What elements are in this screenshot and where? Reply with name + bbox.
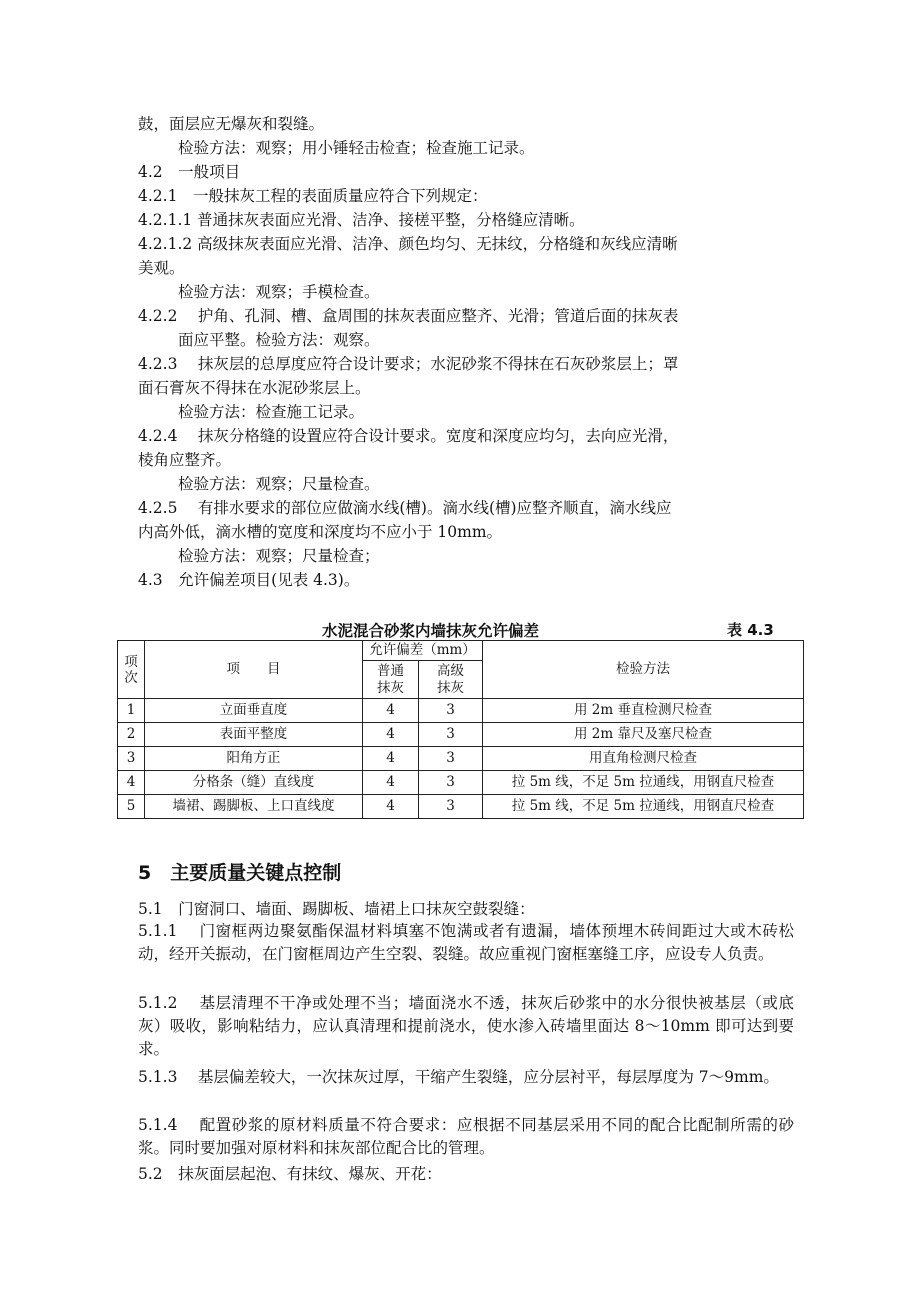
row-method: 用 2m 垂直检测尺检查 bbox=[483, 699, 804, 723]
row-normal: 4 bbox=[363, 771, 419, 795]
text-line: 检验方法：观察；手模检查。 bbox=[178, 283, 380, 301]
table-row bbox=[118, 747, 804, 771]
row-method: 拉 5m 线，不足 5m 拉通线，用钢直尺检查 bbox=[483, 771, 804, 795]
row-item: 阳角方正 bbox=[145, 747, 363, 771]
header-senior: 高级抹灰 bbox=[419, 661, 483, 699]
row-item: 分格条（缝）直线度 bbox=[145, 771, 363, 795]
paragraph-5-1-3: 5.1.3 基层偏差较大，一次抹灰过厚，干缩产生裂缝，应分层衬平，每层厚度为 7～9mm。 bbox=[138, 1068, 779, 1086]
row-no: 4 bbox=[118, 771, 145, 795]
paragraph-5-1-4: 5.1.4 配置砂浆的原材料质量不符合要求：应根据不同基层采用不同的配合比配制所需的砂浆。同时要加强对原材料和抹灰部位配合比的管理。 bbox=[138, 1116, 794, 1157]
header-no: 项次 bbox=[118, 641, 145, 699]
heading-5-2: 5.2 抹灰面层起泡、有抹纹、爆灰、开花： bbox=[138, 1165, 442, 1183]
paragraph-5-1-2: 5.1.2 基层清理不干净或处理不当；墙面浇水不透，抹灰后砂浆中的水分很快被基层（或底灰）吸收，影响粘结力，应认真清理和提前浇水，使水渗入砖墙里面达 8～10mm 即可达到要求。 bbox=[138, 994, 794, 1058]
row-normal: 4 bbox=[363, 723, 419, 747]
text-line: 美观。 bbox=[138, 259, 185, 277]
text-line: 鼓，面层应无爆灰和裂缝。 bbox=[138, 115, 325, 133]
header-method: 检验方法 bbox=[483, 641, 804, 699]
text-line: 4.2.4 抹灰分格缝的设置应符合设计要求。宽度和深度应均匀，去向应光滑， bbox=[138, 427, 679, 445]
table-row bbox=[118, 771, 804, 795]
row-no: 5 bbox=[118, 795, 145, 819]
row-no: 2 bbox=[118, 723, 145, 747]
row-normal: 4 bbox=[363, 747, 419, 771]
text-line: 面石膏灰不得抹在水泥砂浆层上。 bbox=[138, 379, 371, 397]
row-item: 墙裙、踢脚板、上口直线度 bbox=[145, 795, 363, 819]
table-caption: 水泥混合砂浆内墙抹灰允许偏差 bbox=[322, 622, 540, 640]
text-line: 内高外低，滴水槽的宽度和深度均不应小于 10mm。 bbox=[138, 523, 503, 541]
table-row bbox=[118, 723, 804, 747]
heading-5-1: 5.1 门窗洞口、墙面、踢脚板、墙裙上口抹灰空鼓裂缝： bbox=[138, 900, 535, 918]
text-line: 面应平整。检验方法：观察。 bbox=[178, 331, 380, 349]
header-deviation: 允许偏差（mm） bbox=[363, 641, 483, 661]
text-line: 棱角应整齐。 bbox=[138, 451, 232, 469]
text-line: 4.2.2 护角、孔洞、槽、盒周围的抹灰表面应整齐、光滑；管道后面的抹灰表 bbox=[138, 307, 679, 325]
row-normal: 4 bbox=[363, 795, 419, 819]
row-normal: 4 bbox=[363, 699, 419, 723]
text-line: 4.2.1 一般抹灰工程的表面质量应符合下列规定： bbox=[138, 187, 488, 205]
text-line: 检验方法：观察；尺量检查。 bbox=[178, 475, 380, 493]
text-line: 检验方法：观察；用小锤轻击检查；检查施工记录。 bbox=[178, 139, 535, 157]
row-item: 表面平整度 bbox=[145, 723, 363, 747]
header-item: 项 目 bbox=[145, 641, 363, 699]
row-method: 用 2m 靠尺及塞尺检查 bbox=[483, 723, 804, 747]
row-no: 3 bbox=[118, 747, 145, 771]
text-line: 4.2.5 有排水要求的部位应做滴水线(槽)。滴水线(槽)应整齐顺直，滴水线应 bbox=[138, 499, 672, 517]
text-line: 检验方法：检查施工记录。 bbox=[178, 403, 365, 421]
row-senior: 3 bbox=[419, 747, 483, 771]
row-item: 立面垂直度 bbox=[145, 699, 363, 723]
tolerance-table bbox=[117, 640, 804, 819]
text-line: 4.2.1.2 高级抹灰表面应光滑、洁净、颜色均匀、无抹纹，分格缝和灰线应清晰 bbox=[138, 235, 678, 253]
text-line: 检验方法：观察；尺量检查； bbox=[178, 547, 380, 565]
row-senior: 3 bbox=[419, 771, 483, 795]
section-5-heading: 5 主要质量关键点控制 bbox=[138, 862, 342, 884]
row-senior: 3 bbox=[419, 699, 483, 723]
row-senior: 3 bbox=[419, 723, 483, 747]
paragraph-5-1-1: 5.1.1 门窗框两边聚氨酯保温材料填塞不饱满或者有遗漏，墙体预埋木砖间距过大或木砖松动，经开关振动，在门窗框周边产生空裂、裂缝。故应重视门窗框塞缝工序，应设专人负责。 bbox=[138, 922, 794, 963]
table-row bbox=[118, 795, 804, 819]
table-row bbox=[118, 699, 804, 723]
row-method: 拉 5m 线，不足 5m 拉通线，用钢直尺检查 bbox=[483, 795, 804, 819]
row-senior: 3 bbox=[419, 795, 483, 819]
text-line: 4.2.3 抹灰层的总厚度应符合设计要求；水泥砂浆不得抹在石灰砂浆层上；罩 bbox=[138, 355, 679, 373]
text-line: 4.2.1.1 普通抹灰表面应光滑、洁净、接槎平整，分格缝应清晰。 bbox=[138, 211, 585, 229]
header-normal: 普通抹灰 bbox=[363, 661, 419, 699]
row-method: 用直角检测尺检查 bbox=[483, 747, 804, 771]
text-line: 4.3 允许偏差项目(见表 4.3)。 bbox=[138, 571, 360, 589]
row-no: 1 bbox=[118, 699, 145, 723]
table-number: 表 4.3 bbox=[727, 621, 774, 639]
heading-4-2: 4.2 一般项目 bbox=[138, 163, 241, 181]
